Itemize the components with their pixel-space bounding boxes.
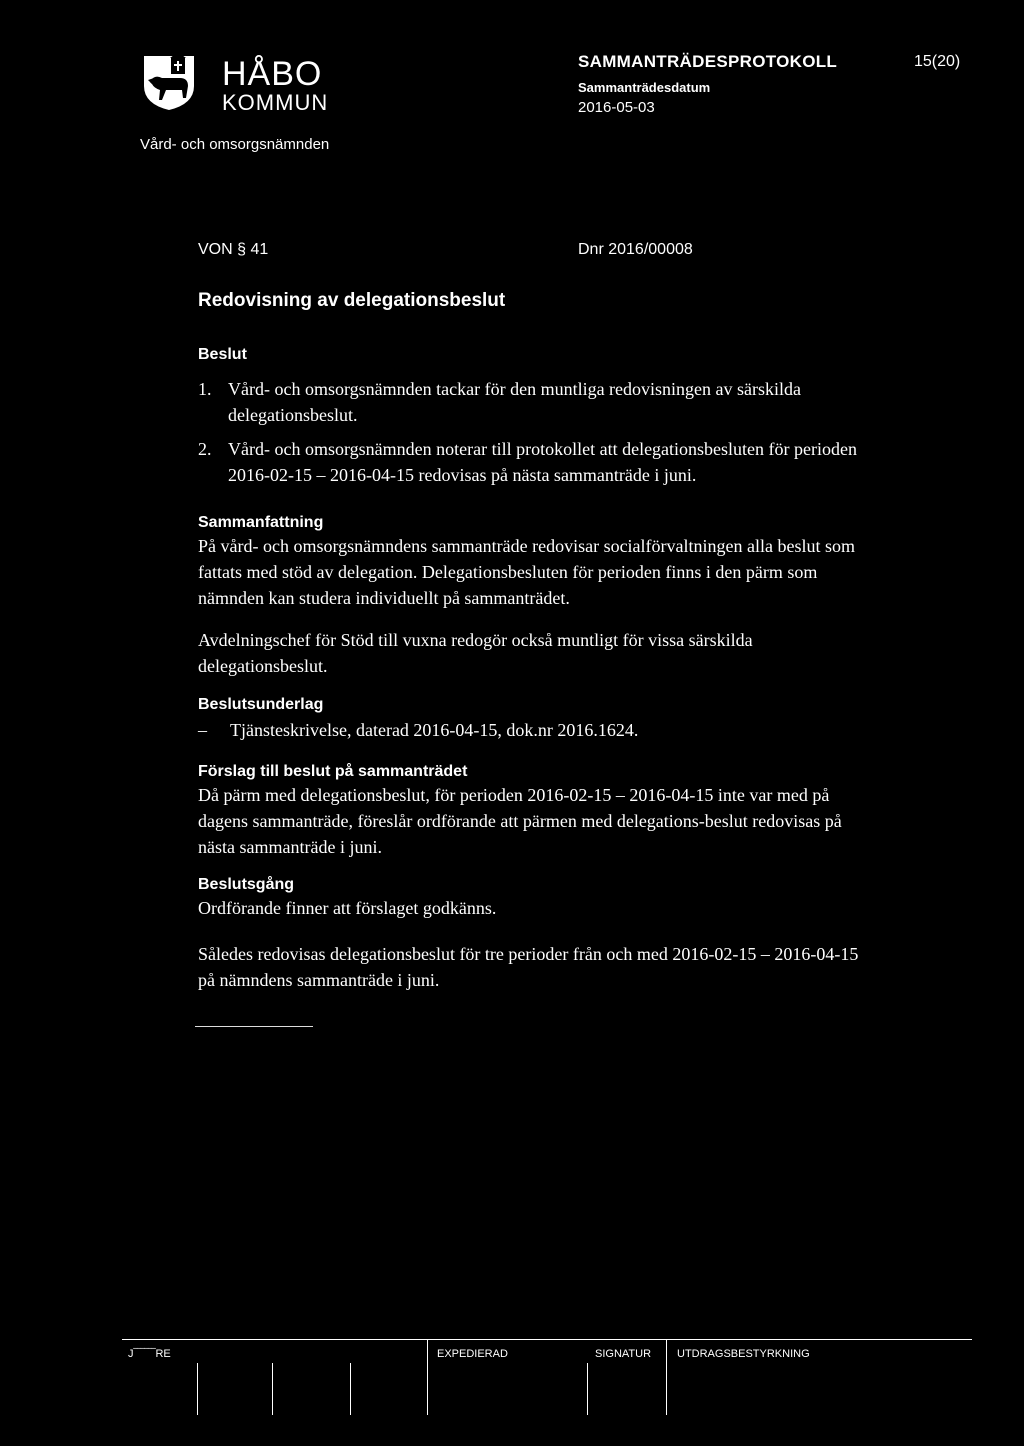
meeting-date-value: 2016-05-03 [578, 99, 655, 116]
list-item [198, 376, 898, 428]
page-number: 15(20) [914, 53, 961, 70]
beslut-heading: Beslut [198, 346, 247, 363]
footer-column-divider [587, 1363, 588, 1415]
document-type: SAMMANTRÄDESPROTOKOLL [578, 52, 838, 71]
beslutsgang-paragraph: Ordförande finner att förslaget godkänns. [198, 898, 497, 918]
list-item-number: 2. [198, 439, 212, 459]
beslutsunderlag-heading: Beslutsunderlag [198, 696, 324, 713]
footer-expedierad-label: EXPEDIERAD [437, 1348, 508, 1360]
end-divider [195, 1026, 313, 1027]
forslag-heading: Förslag till beslut på sammanträdet [198, 763, 468, 780]
beslutsunderlag-item [198, 717, 878, 743]
decision-list [198, 376, 898, 496]
signature-box-divider [197, 1363, 198, 1415]
section-id: VON § 41 [198, 241, 269, 258]
beslutsunderlag-text: Tjänsteskrivelse, daterad 2016-04-15, dok.nr 2016.1624. [230, 720, 639, 740]
footer-column-divider [427, 1340, 428, 1415]
list-item-number: 1. [198, 379, 212, 399]
diary-number: Dnr 2016/00008 [578, 241, 693, 258]
meeting-date-label: Sammanträdesdatum [578, 80, 711, 95]
list-item-text: Vård- och omsorgsnämnden noterar till protokollet att delegationsbesluten för perioden 2016-02-15 – 2016-04-15 redovisas på nästa sammanträde i juni. [228, 439, 857, 485]
list-item [198, 436, 898, 488]
department-name: Vård- och omsorgsnämnden [140, 136, 330, 153]
org-name: HÅBO [222, 55, 323, 93]
sammanfattning-heading: Sammanfattning [198, 514, 324, 531]
footer-signatur-label: SIGNATUR [595, 1348, 652, 1360]
municipality-crest-icon [140, 52, 198, 112]
beslutsgang-paragraph-2: Således redovisas delegationsbeslut för tre perioder från och med 2016-02-15 – 2016-04-15 på nämndens sammanträde i juni. [198, 944, 859, 990]
footer-column-divider [666, 1340, 667, 1415]
sammanfattning-paragraph-2: Avdelningschef för Stöd till vuxna redogör också muntligt för vissa särskilda delegationsbeslut. [198, 630, 753, 676]
footer-utdragsbestyrkning-label: UTDRAGSBESTYRKNING [677, 1348, 810, 1360]
org-subtitle: KOMMUN [222, 90, 329, 115]
footer-divider [122, 1339, 972, 1340]
signature-box-divider [350, 1363, 351, 1415]
sammanfattning-paragraph: På vård- och omsorgsnämndens sammanträde redovisar socialförvaltningen alla beslut som fattats med stöd av delegation. Delegationsbesluten för perioden finns i den pärm som nämnden kan studera individuellt på sammanträdet. [198, 536, 855, 608]
list-dash: – [198, 720, 207, 740]
section-title: Redovisning av delegationsbeslut [198, 290, 506, 311]
signature-box-divider [272, 1363, 273, 1415]
forslag-paragraph: Då pärm med delegationsbeslut, för perioden 2016-02-15 – 2016-04-15 inte var med på dagens sammanträde, föreslår ordförande att pärmen med delegations-beslut redovisas på nästa sammanträde i juni. [198, 785, 842, 857]
list-item-text: Vård- och omsorgsnämnden tackar för den muntliga redovisningen av särskilda delegationsbeslut. [228, 379, 802, 425]
footer-justerande-label: J‾‾‾‾‾‾RE [128, 1348, 171, 1360]
beslutsgang-heading: Beslutsgång [198, 876, 295, 893]
